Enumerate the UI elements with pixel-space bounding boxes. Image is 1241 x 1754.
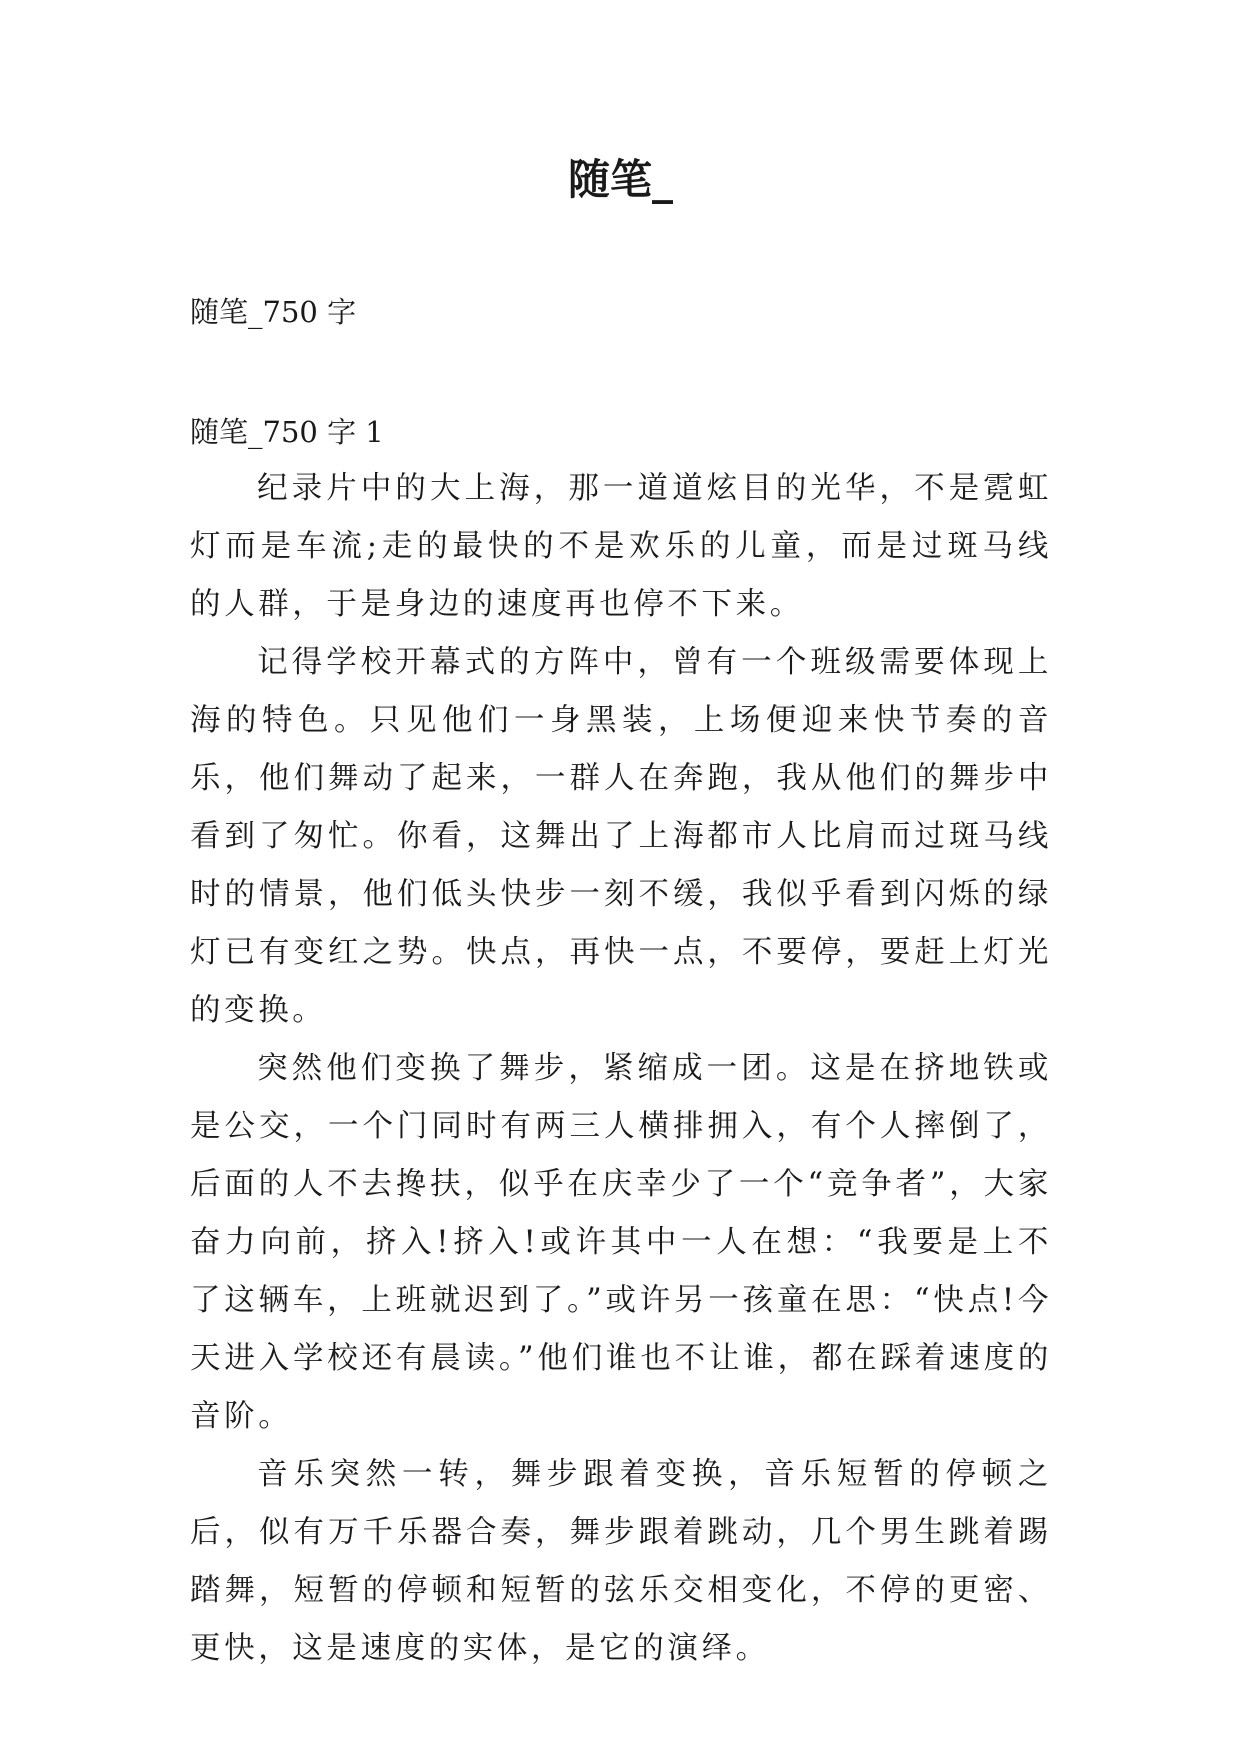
- document-subtitle: 随笔_750 字: [190, 295, 357, 329]
- section-heading: 随笔_750 字 1: [190, 415, 384, 449]
- paragraph: 纪录片中的大上海，那一道道炫目的光华，不是霓虹灯而是车流;走的最快的不是欢乐的儿童，而是过斑马线的人群，于是身边的速度再也停不下来。: [190, 471, 1052, 622]
- paragraph: 音乐突然一转，舞步跟着变换，音乐短暂的停顿之后，似有万千乐器合奏，舞步跟着跳动，几个男生跳着踢踏舞，短暂的停顿和短暂的弦乐交相变化，不停的更密、更快，这是速度的实体，是它的演绎。: [190, 1457, 1052, 1666]
- article-body: [190, 460, 1052, 1678]
- paragraph: 记得学校开幕式的方阵中，曾有一个班级需要体现上海的特色。只见他们一身黑装，上场便迎来快节奏的音乐，他们舞动了起来，一群人在奔跑，我从他们的舞步中看到了匆忙。你看，这舞出了上海都市人比肩而过斑马线时的情景，他们低头快步一刻不缓，我似乎看到闪烁的绿灯已有变红之势。快点，再快一点，不要停，要赶上灯光的变换。: [190, 645, 1052, 1028]
- paragraph: 突然他们变换了舞步，紧缩成一团。这是在挤地铁或是公交，一个门同时有两三人横排拥入，有个人摔倒了，后面的人不去搀扶，似乎在庆幸少了一个“竞争者”，大家奋力向前，挤入!挤入!或许其中一人在想：“我要是上不了这辆车，上班就迟到了。”或许另一孩童在思：“快点!今天进入学校还有晨读。”他们谁也不让谁，都在踩着速度的音阶。: [190, 1051, 1052, 1434]
- document-title: 随笔_: [567, 155, 673, 204]
